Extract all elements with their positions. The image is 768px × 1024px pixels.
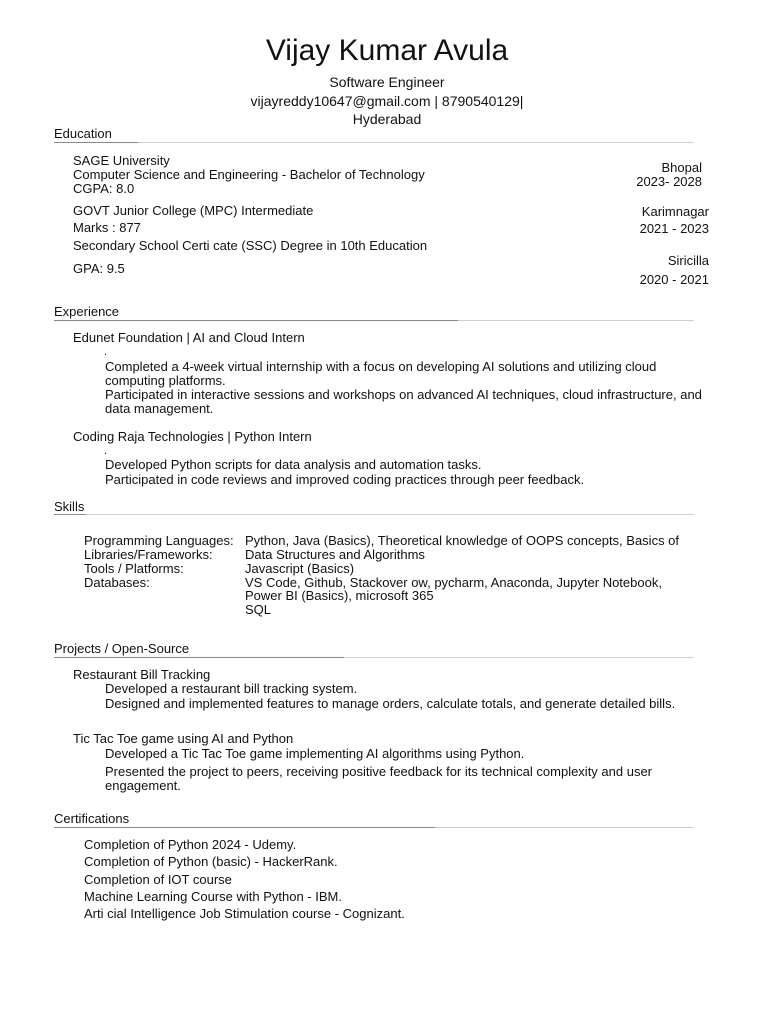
certification-item: Completion of Python (basic) - HackerRank. xyxy=(84,854,338,869)
certification-item: Machine Learning Course with Python - IBM. xyxy=(84,889,342,904)
projects-heading: Projects / Open-Source xyxy=(54,641,190,656)
experience-divider-accent xyxy=(54,320,458,321)
education-dates: 2021 - 2023 xyxy=(639,221,709,236)
certifications-heading: Certifications xyxy=(54,811,130,826)
experience-heading: Experience xyxy=(54,304,120,319)
education-place: Siricilla xyxy=(667,253,709,268)
skill-value: Power BI (Basics), microsoft 365 xyxy=(245,588,434,603)
job-bullet: Completed a 4-week virtual internship with a focus on developing AI solutions and utilizing cloud xyxy=(105,359,657,374)
bullet-marker: . xyxy=(104,346,108,358)
project-title: Restaurant Bill Tracking xyxy=(73,667,211,682)
project-title: Tic Tac Toe game using AI and Python xyxy=(73,731,294,746)
skill-value: VS Code, Github, Stackover ow, pycharm, Anaconda, Jupyter Notebook, xyxy=(245,575,662,590)
score: CGPA: 8.0 xyxy=(73,181,135,196)
skills-heading: Skills xyxy=(54,499,85,514)
certification-item: Completion of Python 2024 - Udemy. xyxy=(84,837,297,852)
project-line: engagement. xyxy=(105,778,181,793)
skills-divider-accent xyxy=(54,514,86,515)
project-line: Developed a Tic Tac Toe game implementing AI algorithms using Python. xyxy=(105,746,525,761)
certifications-divider-accent xyxy=(54,827,435,828)
education-heading: Education xyxy=(54,126,112,141)
skills-divider xyxy=(54,514,694,515)
education-dates: 2023- 2028 xyxy=(636,174,702,189)
education-divider-accent xyxy=(54,142,138,143)
skill-label: Databases: xyxy=(84,575,150,590)
degree: Computer Science and Engineering - Bachelor of Technology xyxy=(73,167,425,182)
skill-label: Tools / Platforms: xyxy=(84,561,184,576)
score: Marks : 877 xyxy=(73,220,141,235)
candidate-name: Vijay Kumar Avula xyxy=(265,34,509,67)
school-name: Secondary School Certi cate (SSC) Degree in 10th Education xyxy=(73,238,428,253)
job-bullet: computing platforms. xyxy=(105,373,226,388)
project-line: Developed a restaurant bill tracking system. xyxy=(105,681,358,696)
skill-value: SQL xyxy=(245,602,272,617)
location: Hyderabad xyxy=(352,111,422,127)
score: GPA: 9.5 xyxy=(73,261,125,276)
job-title: Coding Raja Technologies | Python Intern xyxy=(73,429,312,444)
bullet-marker: . xyxy=(104,445,108,457)
skill-value: Javascript (Basics) xyxy=(245,561,355,576)
job-bullet: Developed Python scripts for data analysis and automation tasks. xyxy=(105,457,482,472)
skill-label: Libraries/Frameworks: xyxy=(84,547,213,562)
job-title: Edunet Foundation | AI and Cloud Intern xyxy=(73,330,305,345)
education-divider xyxy=(54,142,694,143)
education-place: Karimnagar xyxy=(641,204,709,219)
school-name: GOVT Junior College (MPC) Intermediate xyxy=(73,203,314,218)
projects-divider-accent xyxy=(54,657,344,658)
project-line: Presented the project to peers, receiving positive feedback for its technical complexity and user xyxy=(105,764,653,779)
skill-value: Python, Java (Basics), Theoretical knowledge of OOPS concepts, Basics of xyxy=(245,533,680,548)
school-name: SAGE University xyxy=(73,153,170,168)
education-dates: 2020 - 2021 xyxy=(639,272,709,287)
certification-item: Completion of IOT course xyxy=(84,872,232,887)
job-bullet: Participated in code reviews and improved coding practices through peer feedback. xyxy=(105,472,585,487)
contact-info: vijayreddy10647@gmail.com | 8790540129| xyxy=(250,93,524,109)
skill-label: Programming Languages: xyxy=(84,533,234,548)
certification-item: Arti cial Intelligence Job Stimulation course - Cognizant. xyxy=(84,906,405,921)
job-title: Software Engineer xyxy=(329,74,445,90)
project-line: Designed and implemented features to manage orders, calculate totals, and generate detailed bills. xyxy=(105,696,676,711)
job-bullet: Participated in interactive sessions and workshops on advanced AI techniques, cloud infrastructure, and xyxy=(105,387,702,402)
skill-value: Data Structures and Algorithms xyxy=(245,547,425,562)
job-bullet: data management. xyxy=(105,401,214,416)
education-place: Bhopal xyxy=(661,160,702,175)
